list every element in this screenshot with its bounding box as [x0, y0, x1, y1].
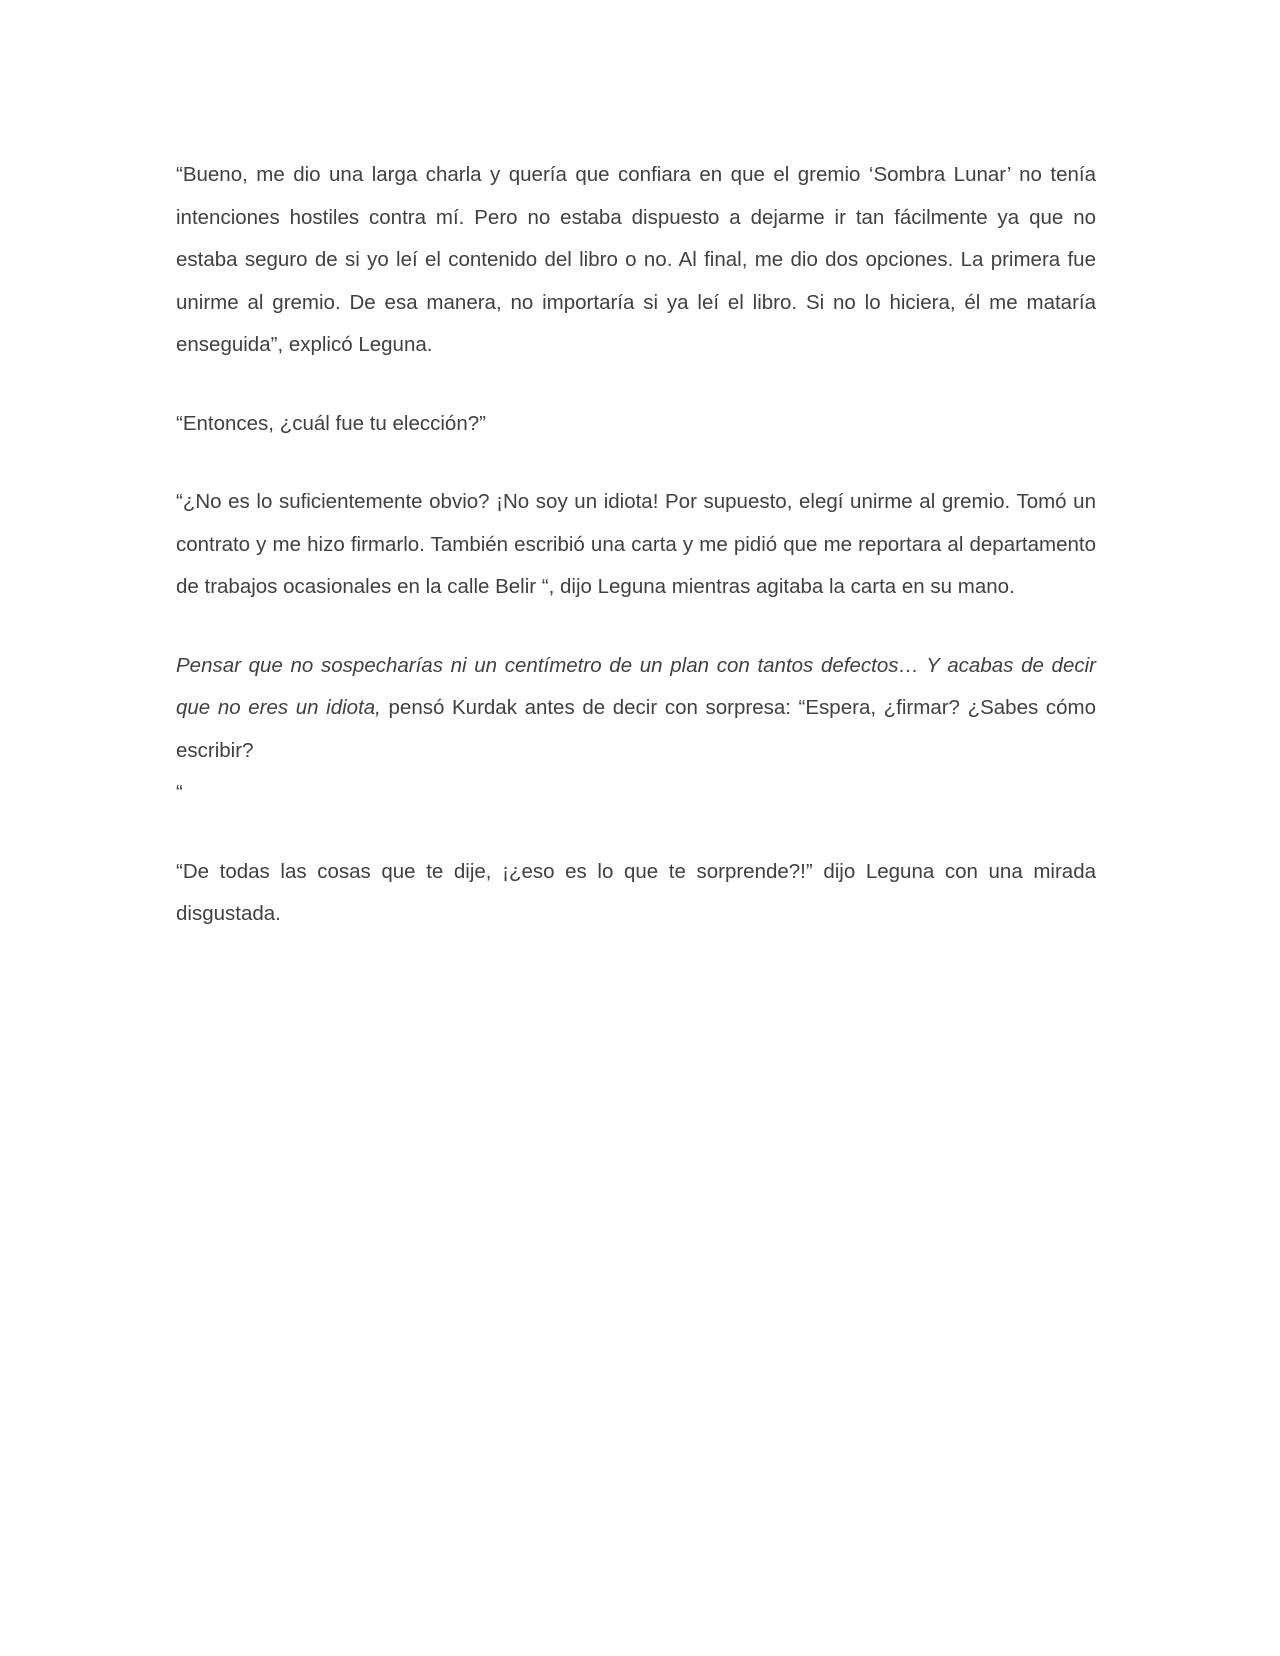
paragraph-2: “Entonces, ¿cuál fue tu elección?”	[176, 411, 486, 435]
paragraph-5: “De todas las cosas que te dije, ¡¿eso es lo que te sorprende?!” dijo Leguna con una mirada disgustada.	[176, 859, 1096, 925]
paragraph-4-trailing-quote: “	[176, 781, 183, 804]
document-body	[176, 154, 1096, 972]
paragraph-4-narration: pensó Kurdak antes de decir con sorpresa: “Espera, ¿firmar? ¿Sabes cómo escribir?	[176, 696, 1096, 762]
paragraph-4-italic-thought: Pensar que no sospecharías ni un centímetro de un plan con tantos defectos… Y acabas de decir que no eres un idiota,	[176, 653, 1096, 719]
paragraph-1: “Bueno, me dio una larga charla y quería que confiara en que el gremio ‘Sombra Lunar’ no tenía intenciones hostiles contra mí. Pero no estaba dispuesto a dejarme ir tan fácilmente ya que no estaba seguro de si yo leí el contenido del libro o no. Al final, me dio dos opciones. La primera fue unirme al gremio. De esa manera, no importaría si ya leí el libro. Si no lo hiciera, él me mataría enseguida”, explicó Leguna.	[176, 163, 1096, 356]
paragraph-4	[176, 645, 1096, 815]
paragraph-3: “¿No es lo suficientemente obvio? ¡No soy un idiota! Por supuesto, elegí unirme al gremio. Tomó un contrato y me hizo firmarlo. También escribió una carta y me pidió que me reportara al departamento de trabajos ocasionales en la calle Belir “, dijo Leguna mientras agitaba la carta en su mano.	[176, 490, 1096, 598]
